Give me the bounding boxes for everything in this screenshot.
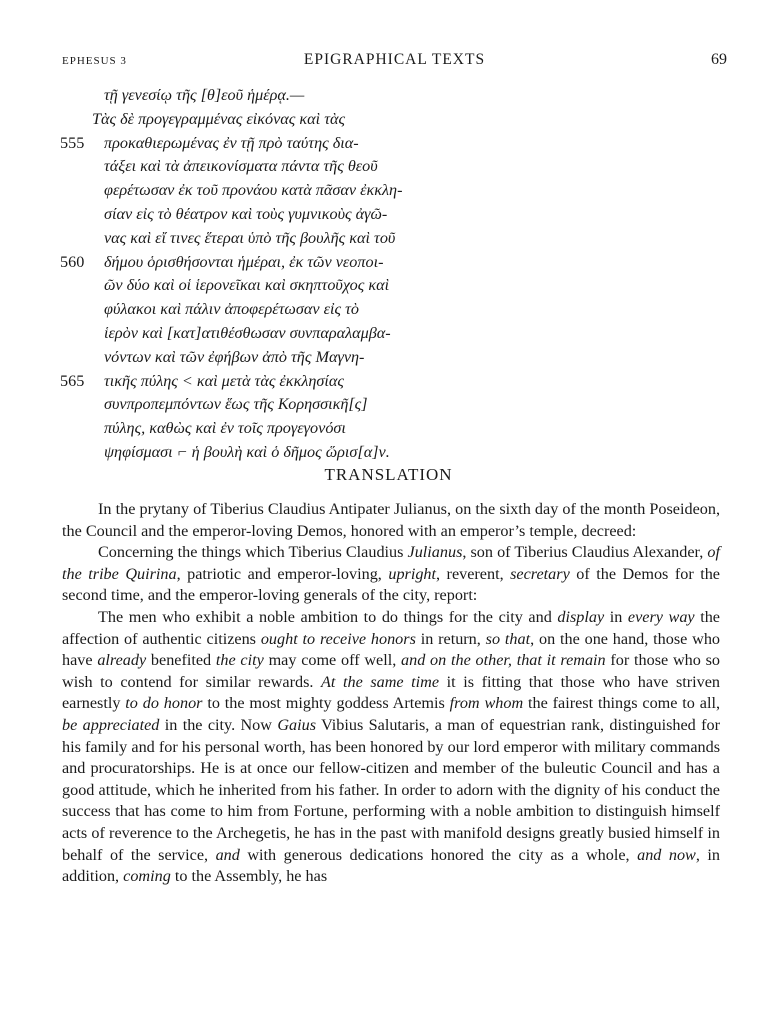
italic-segment: At the same time: [321, 672, 440, 691]
italic-segment: ought to receive honors: [260, 629, 416, 648]
greek-line: [60, 393, 480, 417]
greek-line-text: τικῆς πύλης < καὶ μετὰ τὰς ἐκκλησίας: [104, 371, 344, 390]
line-number: 565: [60, 371, 85, 390]
running-head-left: EPHESUS 3: [62, 55, 127, 67]
italic-segment: secretary: [510, 564, 570, 583]
greek-line-text: νόντων καὶ τῶν ἐφήβων ἀπὸ τῆς Μαγνη-: [104, 347, 365, 366]
text-segment: to the Assembly, he has: [170, 867, 328, 886]
line-number: 560: [60, 252, 85, 271]
greek-line: [60, 227, 480, 251]
translation-paragraph: [62, 542, 720, 607]
greek-line: [60, 441, 480, 465]
text-segment: , reverent,: [436, 564, 511, 583]
greek-line: [60, 274, 480, 298]
greek-line-text: προκαθιερωμένας ἐν τῇ πρὸ ταύτης δια-: [104, 133, 359, 152]
line-number: 555: [60, 133, 85, 152]
greek-line-text: φύλακοι καὶ πάλιν ἀποφερέτωσαν εἰς τὸ: [104, 300, 359, 319]
running-header: [62, 50, 727, 76]
section-title-translation: TRANSLATION: [324, 465, 453, 484]
greek-line-text: τῇ γενεσίῳ τῆς [θ]εοῦ ἡμέρᾳ.—: [104, 86, 305, 104]
greek-line-text: φερέτωσαν ἐκ τοῦ προνάου κατὰ πᾶσαν ἐκκλη-: [104, 181, 403, 200]
text-segment: Vibius Salutaris, a man of equestrian rank, distinguished for his family and for his personal worth, has been honored by our lord emperor with military commands and procuratorships. He is at once our fellow-citizen and member of the buleutic Council and has a good attitude, which he inherited from his father. In order to adorn with the dignity of his conduct the success that has come to him from Fortune, performing with a noble ambition to distinguish himself acts of reverence to the Archegetis, he has in the past with manifold designs greatly busied himself in behalf of the service,: [62, 715, 721, 864]
text-segment: , in addition,: [62, 845, 720, 886]
translation-paragraph: [62, 499, 720, 542]
italic-segment: of the tribe Quirina: [62, 543, 721, 583]
text-segment: Concerning the things which Tiberius Claudius: [98, 543, 408, 562]
greek-line-text: ψηφίσμασι ⌐ ἡ βουλὴ καὶ ὁ δῆμος ὥρισ[α]ν.: [104, 442, 390, 461]
greek-line-text: πύλης, καθὼς καὶ ἐν τοῖς προγεγονόσι: [104, 419, 346, 438]
text-segment: to the most mighty goddess Artemis: [202, 694, 450, 713]
greek-line-text: Τὰς δὲ προγεγραμμένας εἰκόνας καὶ τὰς: [92, 109, 346, 128]
greek-inscription-text: [60, 84, 480, 465]
greek-line-text: ῶν δύο καὶ οἱ ἱερονεῖκαι καὶ σκηπτοῦχος καὶ: [104, 276, 390, 295]
italic-segment: the city: [215, 651, 264, 670]
italic-segment: upright: [388, 564, 437, 583]
greek-line-text: ἱερὸν καὶ [κατ]ατιθέσθωσαν συνπαραλαμβα-: [104, 323, 391, 342]
italic-segment: from whom: [449, 694, 524, 713]
text-segment: benefited: [146, 651, 216, 670]
italic-segment: so that: [485, 629, 531, 648]
italic-segment: every way: [627, 607, 695, 626]
text-segment: in: [604, 607, 628, 626]
italic-segment: and on the other, that it remain: [401, 651, 606, 670]
text-segment: in return,: [415, 629, 486, 648]
running-head-title: EPIGRAPHICAL TEXTS: [303, 51, 486, 68]
greek-line: [60, 84, 480, 108]
text-segment: with generous dedications honored the city as a whole,: [239, 845, 638, 864]
greek-line: [60, 322, 480, 346]
greek-line: [60, 155, 480, 179]
text-segment: for those who so wish to contend for similar rewards.: [62, 651, 720, 691]
greek-line: [60, 108, 480, 132]
italic-segment: be appreciated: [62, 715, 160, 734]
translation-body: [62, 499, 720, 888]
text-segment: , on the one hand, those who have: [62, 629, 721, 670]
text-segment: , son of Tiberius Claudius Alexander,: [462, 543, 708, 562]
greek-line: [60, 417, 480, 441]
italic-segment: Gaius: [277, 715, 317, 734]
italic-segment: to do honor: [125, 694, 203, 713]
italic-segment: Julianus: [407, 543, 463, 562]
greek-line: [60, 346, 480, 370]
text-segment: , patriotic and emperor-loving,: [176, 564, 389, 583]
translation-paragraph: [62, 607, 720, 888]
greek-line: [60, 132, 480, 156]
page-number: 69: [711, 51, 727, 68]
greek-line: [60, 203, 480, 227]
text-segment: in the city. Now: [159, 715, 278, 734]
text-segment: In the prytany of Tiberius Claudius Antipater Julianus, on the sixth day of the month Poseideon, the Council and the emperor-loving Demos, honored with an emperor’s temple, decreed:: [62, 500, 720, 540]
text-segment: The men who exhibit a noble ambition to do things for the city and: [98, 607, 558, 626]
greek-line: [60, 251, 480, 275]
greek-line-text: τάξει καὶ τὰ ἀπεικονίσματα πάντα τῆς θεοῦ: [104, 157, 378, 176]
text-segment: the fairest things come to all,: [523, 694, 720, 713]
text-segment: of the Demos for the second time, and the emperor-loving generals of the city, report:: [62, 564, 720, 605]
text-segment: may come off well,: [263, 651, 402, 670]
greek-line: [60, 179, 480, 203]
greek-line-text: συνπροπεμπόντων ἕως τῆς Κορησσικῆ[ς]: [104, 395, 368, 414]
italic-segment: coming: [123, 867, 171, 886]
greek-line-text: δήμου ὁρισθήσονται ἡμέραι, ἐκ τῶν νεοποι-: [104, 252, 384, 271]
greek-line-text: σίαν εἰς τὸ θέατρον καὶ τοὺς γυμνικοὺς ἀγῶ-: [104, 204, 388, 223]
italic-segment: and: [215, 845, 240, 864]
greek-line: [60, 370, 480, 394]
greek-line-text: νας καὶ εἴ τινες ἕτεραι ὑπὸ τῆς βουλῆς καὶ τοῦ: [104, 228, 396, 247]
text-segment: the affection of authentic citizens: [62, 607, 720, 648]
greek-line: [60, 298, 480, 322]
text-segment: it is fitting that those who have striven earnestly: [62, 672, 720, 713]
italic-segment: and now: [637, 845, 696, 864]
italic-segment: already: [97, 651, 147, 670]
italic-segment: display: [557, 607, 605, 626]
